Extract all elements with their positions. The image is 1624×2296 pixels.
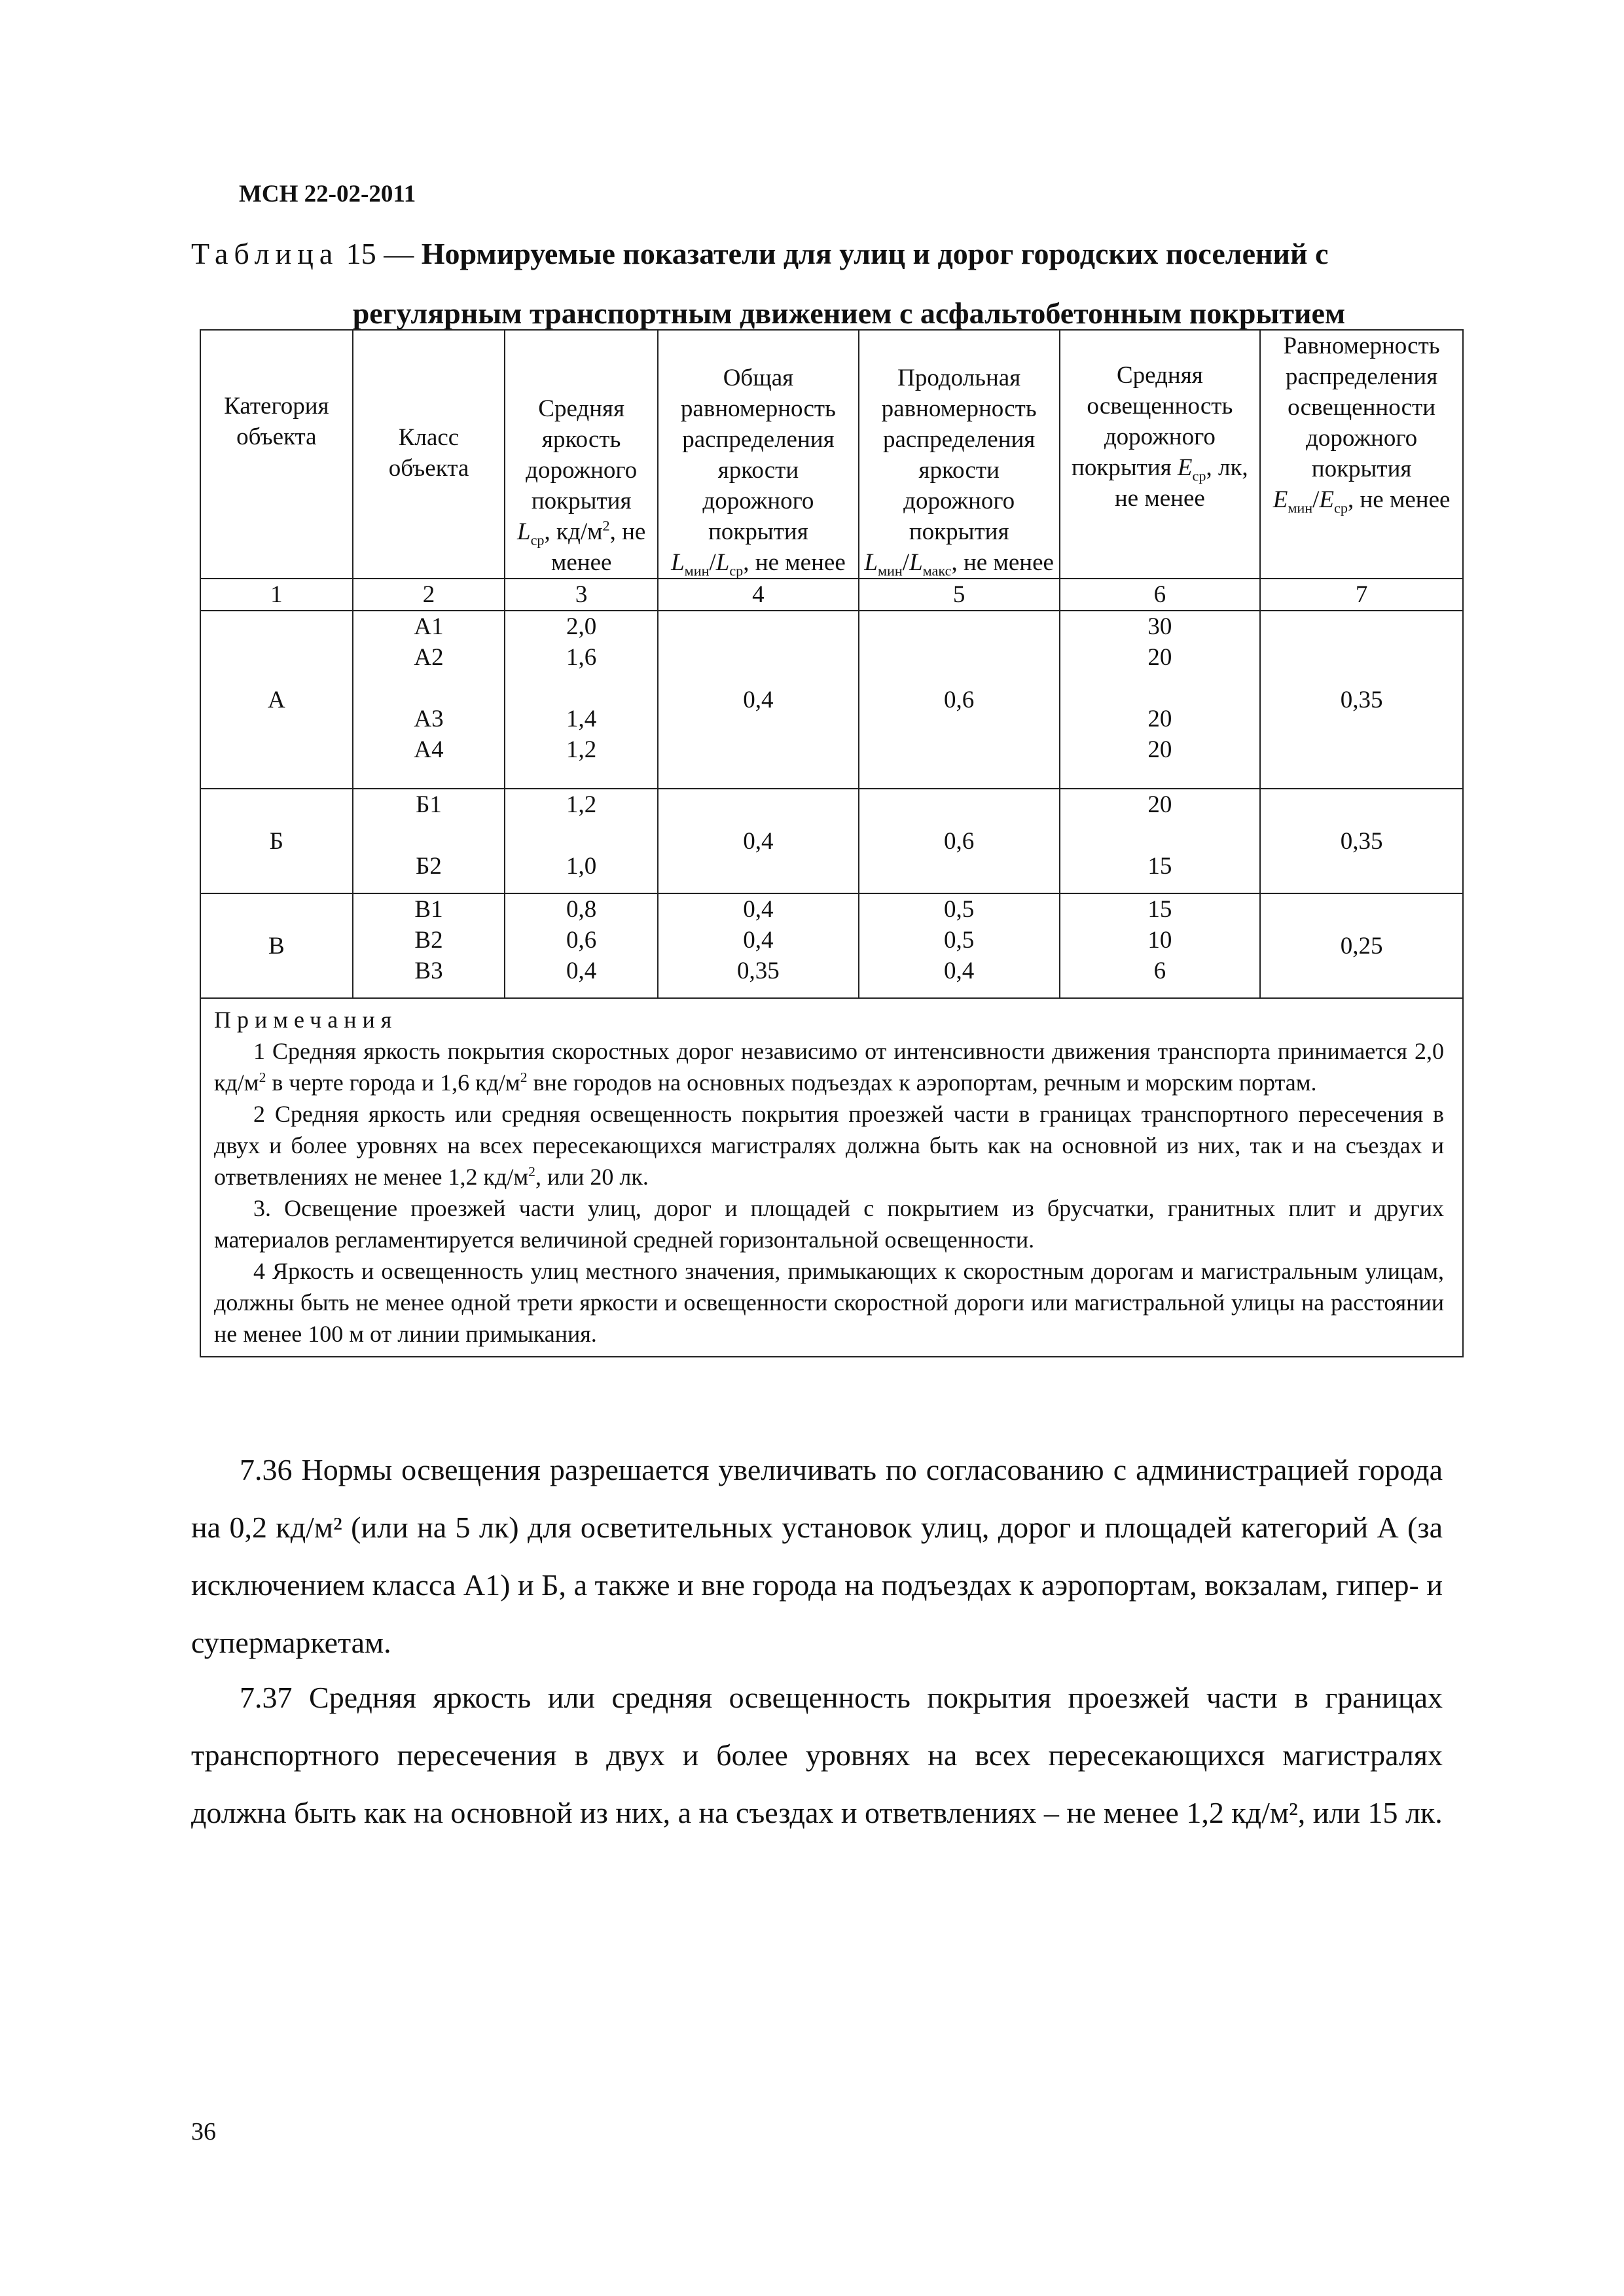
col-number: 3 xyxy=(505,579,658,611)
paragraph-7-36: 7.36 Нормы освещения разрешается увеличивать по согласованию с администрацией города на 0,2 кд/м² (или на 5 лк) для осветительных установок улиц, дорог и площадей категорий А (за исключением класса А1) и Б, а также и вне города на подъездах к аэропортам, вокзалам, гипер- и супермаркетам. xyxy=(191,1453,1443,1659)
illuminance-uniformity-cell: 0,35 xyxy=(1260,789,1463,893)
header-illuminance: Средняя освещенность дорожного покрытия $E_{ср}$, лк, не менее xyxy=(1060,330,1261,579)
longitudinal-uniformity-cell: 0,6 xyxy=(859,611,1060,789)
luminance-cell: 2,0 1,6 1,4 1,2 xyxy=(505,611,658,789)
table-title-prefix: Таблица xyxy=(191,237,339,270)
header-category: Категория объекта xyxy=(200,330,353,579)
table-header-row xyxy=(200,330,1463,579)
table-title xyxy=(191,239,1468,269)
page-number: 36 xyxy=(191,2118,216,2145)
header-longitudinal-uniformity: Продольная равномерность распределения яркости дорожного покрытия $L_{мин}/L_{макс}$, не менее xyxy=(859,330,1060,579)
category-cell: В xyxy=(200,893,353,998)
overall-uniformity-cell: 0,4 xyxy=(658,789,859,893)
notes-heading: Примечания xyxy=(214,1007,398,1033)
class-cell: В1 В2 В3 xyxy=(353,893,505,998)
header-overall-uniformity: Общая равномерность распределения яркости дорожного покрытия $L_{мин}/L_{ср}$, не менее xyxy=(658,330,859,579)
col-number: 6 xyxy=(1060,579,1261,611)
header-illuminance-uniformity: Равномерность распределения освещенности дорожного покрытия $E_{мин}/E_{ср}$, не менее xyxy=(1260,330,1463,579)
col-number: 2 xyxy=(353,579,505,611)
col-number: 4 xyxy=(658,579,859,611)
illuminance-uniformity-cell: 0,35 xyxy=(1260,611,1463,789)
note-1: 1 Средняя яркость покрытия скоростных дорог независимо от интенсивности движения транспорта принимается 2,0 $кд/м^2$ в черте города и 1,6 $кд/м^2$ вне городов на основных подъездах к аэропортам, речным и морским портам. xyxy=(214,1038,1444,1096)
norms-table xyxy=(200,329,1464,1357)
category-cell: А xyxy=(200,611,353,789)
overall-uniformity-cell: 0,4 xyxy=(658,611,859,789)
column-number-row xyxy=(200,579,1463,611)
illuminance-cell: 30 20 20 20 xyxy=(1060,611,1261,789)
overall-uniformity-cell: 0,4 0,4 0,35 xyxy=(658,893,859,998)
longitudinal-uniformity-cell: 0,5 0,5 0,4 xyxy=(859,893,1060,998)
luminance-cell: 0,8 0,6 0,4 xyxy=(505,893,658,998)
notes-row xyxy=(200,998,1463,1357)
table-row xyxy=(200,611,1463,789)
table-title-line2: регулярным транспортным движением с асфальтобетонным покрытием xyxy=(352,296,1346,330)
header-luminance: Средняя яркость дорожного покрытия $L_{ср}$, $кд/м^2$, не менее xyxy=(505,330,658,579)
notes-cell xyxy=(200,998,1463,1357)
table-title-number: 15 — xyxy=(346,237,414,270)
luminance-cell: 1,2 1,0 xyxy=(505,789,658,893)
note-2: 2 Средняя яркость или средняя освещенность покрытия проезжей части в границах транспортного пересечения в двух и более уровнях на всех пересекающихся магистралях должна быть как на основной из них, так и на съездах и ответвлениях не менее 1,2 $кд/м^2$, или 20 лк. xyxy=(214,1101,1444,1190)
col-number: 1 xyxy=(200,579,353,611)
class-cell: Б1 Б2 xyxy=(353,789,505,893)
table-row xyxy=(200,893,1463,998)
illuminance-cell: 15 10 6 xyxy=(1060,893,1261,998)
col-number: 7 xyxy=(1260,579,1463,611)
col-number: 5 xyxy=(859,579,1060,611)
note-4: 4 Яркость и освещенность улиц местного значения, примыкающих к скоростным дорогам и магистральным улицам, должны быть не менее одной трети яркости и освещенности скоростной дороги или магистральной улицы на расстоянии не менее 100 м от линии примыкания. xyxy=(214,1258,1444,1347)
illuminance-uniformity-cell: 0,25 xyxy=(1260,893,1463,998)
category-cell: Б xyxy=(200,789,353,893)
paragraph-7-37: 7.37 Средняя яркость или средняя освещенность покрытия проезжей части в границах транспортного пересечения в двух и более уровнях на всех пересекающихся магистралях должна быть как на основной из них, а на съездах и ответвлениях – не менее 1,2 кд/м², или 15 лк. xyxy=(191,1681,1443,1829)
longitudinal-uniformity-cell: 0,6 xyxy=(859,789,1060,893)
class-cell: А1 А2 А3 А4 xyxy=(353,611,505,789)
note-3: 3. Освещение проезжей части улиц, дорог и площадей с покрытием из брусчатки, гранитных плит и других материалов регламентируется величиной средней горизонтальной освещенности. xyxy=(214,1195,1444,1253)
header-class: Класс объекта xyxy=(353,330,505,579)
illuminance-cell: 20 15 xyxy=(1060,789,1261,893)
table-row xyxy=(200,789,1463,893)
table-title-line1: Нормируемые показатели для улиц и дорог городских поселений с xyxy=(421,237,1329,270)
doc-code: МСН 22-02-2011 xyxy=(239,181,416,207)
